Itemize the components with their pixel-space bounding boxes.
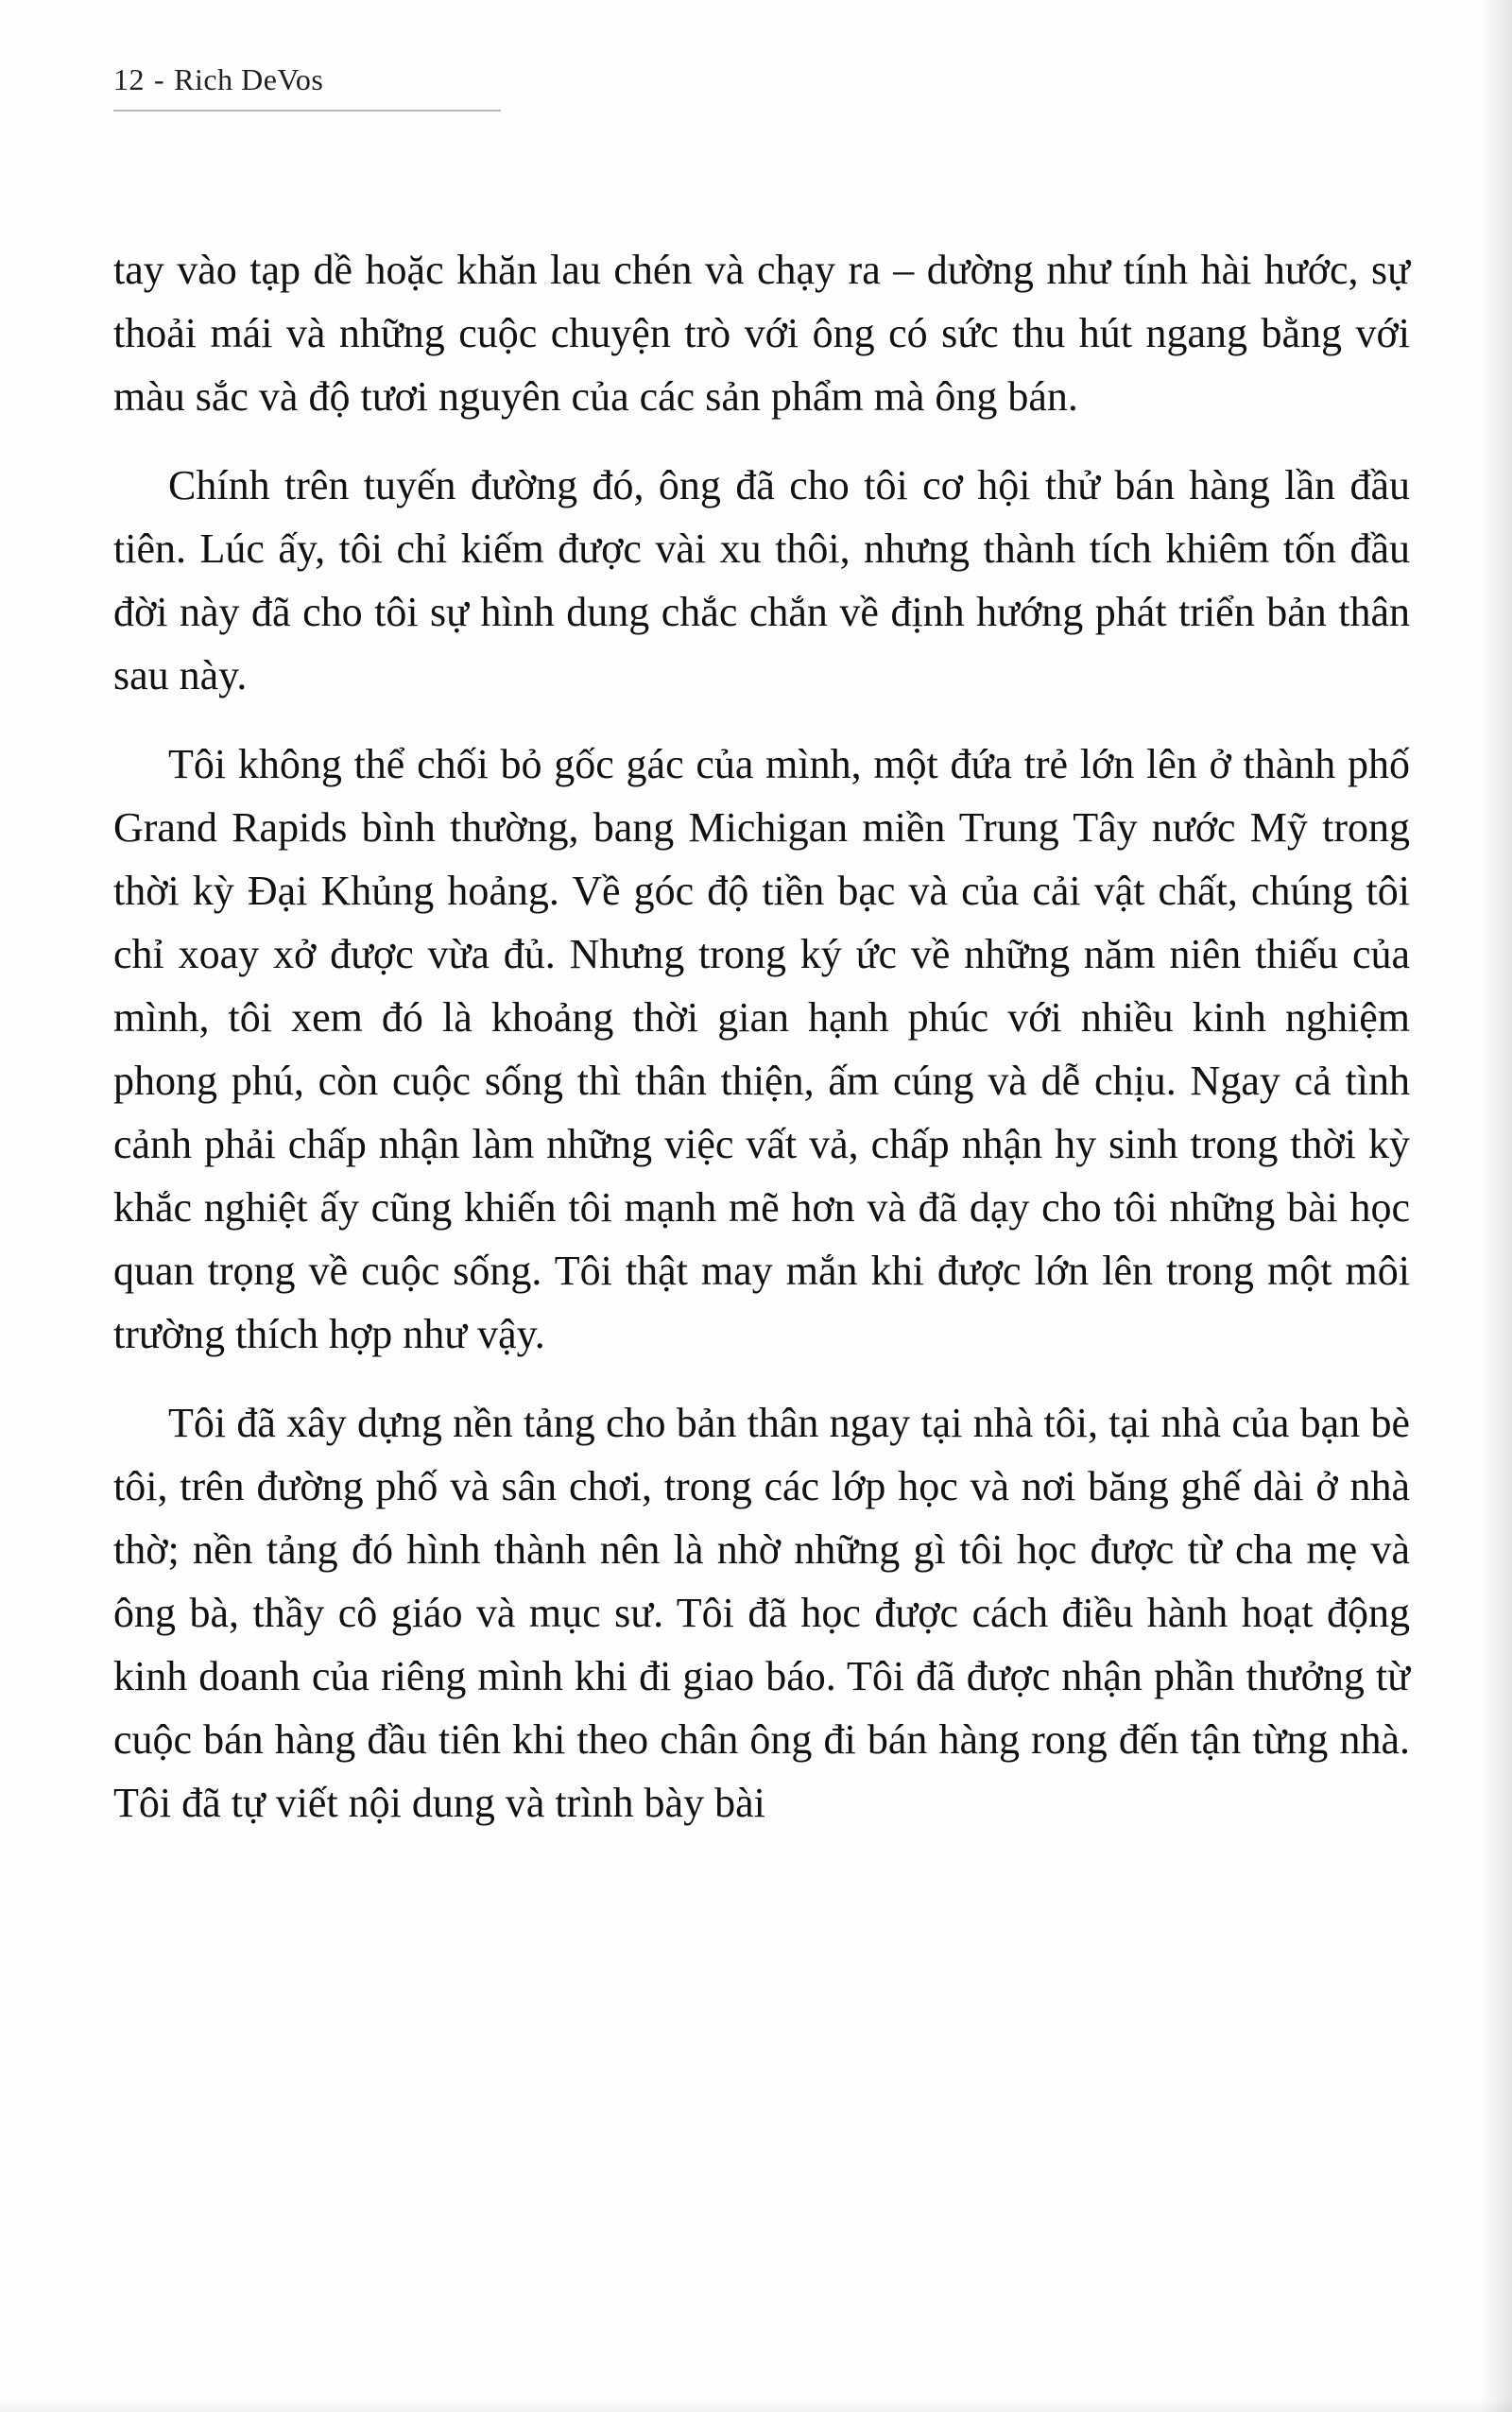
page-number: 12 xyxy=(113,62,145,96)
paragraph: Tôi không thể chối bỏ gốc gác của mình, một đứa trẻ lớn lên ở thành phố Grand Rapids bình thường, bang Michigan miền Trung Tây nước Mỹ trong thời kỳ Đại Khủng hoảng. Về góc độ tiền bạc và của cải vật chất, chúng tôi chỉ xoay xở được vừa đủ. Nhưng trong ký ức về những năm niên thiếu của mình, tôi xem đó là khoảng thời gian hạnh phúc với nhiều kinh nghiệm phong phú, còn cuộc sống thì thân thiện, ấm cúng và dễ chịu. Ngay cả tình cảnh phải chấp nhận làm những việc vất vả, chấp nhận hy sinh trong thời kỳ khắc nghiệt ấy cũng khiến tôi mạnh mẽ hơn và đã dạy cho tôi những bài học quan trọng về cuộc sống. Tôi thật may mắn khi được lớn lên trong một môi trường thích hợp như vậy. xyxy=(113,741,1410,1357)
paragraph: tay vào tạp dề hoặc khăn lau chén và chạy ra – dường như tính hài hước, sự thoải mái và những cuộc chuyện trò với ông có sức thu hút ngang bằng với màu sắc và độ tươi nguyên của các sản phẩm mà ông bán. xyxy=(113,247,1410,420)
scan-edge-shadow-bottom xyxy=(0,2399,1512,2412)
header-rule xyxy=(113,110,501,112)
header-separator: - xyxy=(154,62,165,96)
scan-edge-shadow-right xyxy=(1480,0,1512,2412)
running-header xyxy=(113,62,323,97)
paragraph: Chính trên tuyến đường đó, ông đã cho tôi cơ hội thử bán hàng lần đầu tiên. Lúc ấy, tôi chỉ kiếm được vài xu thôi, nhưng thành tích khiêm tốn đầu đời này đã cho tôi sự hình dung chắc chắn về định hướng phát triển bản thân sau này. xyxy=(113,462,1410,698)
body-text xyxy=(113,238,1410,1860)
book-title: Rich DeVos xyxy=(174,62,324,96)
paragraph: Tôi đã xây dựng nền tảng cho bản thân ngay tại nhà tôi, tại nhà của bạn bè tôi, trên đường phố và sân chơi, trong các lớp học và nơi băng ghế dài ở nhà thờ; nền tảng đó hình thành nên là nhờ những gì tôi học được từ cha mẹ và ông bà, thầy cô giáo và mục sư. Tôi đã học được cách điều hành hoạt động kinh doanh của riêng mình khi đi giao báo. Tôi đã được nhận phần thưởng từ cuộc bán hàng đầu tiên khi theo chân ông đi bán hàng rong đến tận từng nhà. Tôi đã tự viết nội dung và trình bày bài xyxy=(113,1400,1410,1826)
